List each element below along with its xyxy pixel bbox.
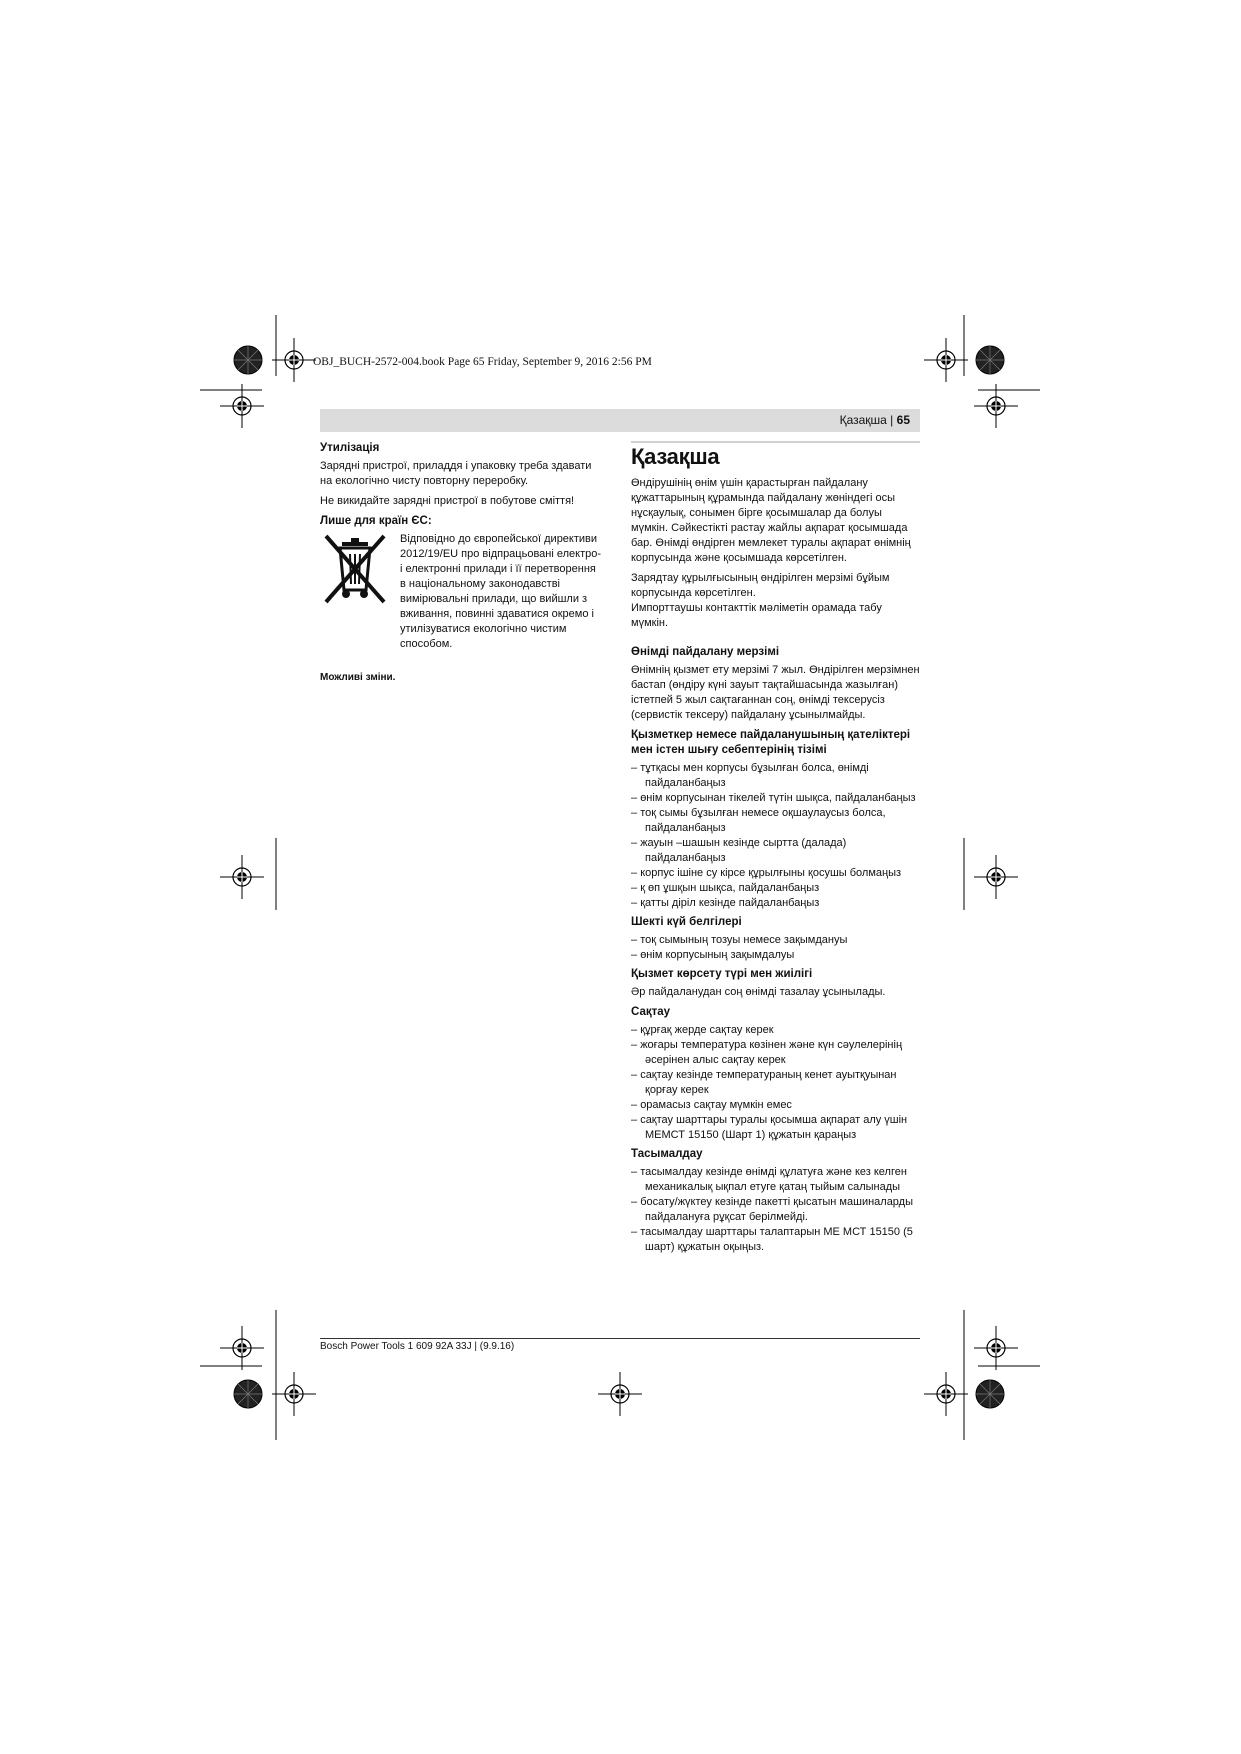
intro-paragraph-2: Зарядтау құрылғысының өндірілген мерзімі бұйым корпусында көрсетілген. xyxy=(631,572,890,599)
eu-directive-text: Відповідно до європейської директиви 2012/19/EU про відпрацьовані електро- і електронні прилади і її перетворення в національному законодавстві вимірювальні прилади, що вийшли з вживання, повинні здаватися окремо і утилізуватися екологічно чистим способом. xyxy=(400,533,602,650)
list-item: – өнім корпусынан тікелей түтін шықса, пайдаланбаңыз xyxy=(631,791,920,806)
header-section: Қазақша | xyxy=(839,413,897,427)
errors-list xyxy=(631,761,920,911)
storage-heading: Сақтау xyxy=(631,1006,671,1018)
disposal-paragraph-1: Зарядні пристрої, приладдя і упаковку треба здавати на екологічно чисту повторну переробку. xyxy=(320,460,592,487)
list-item: – құрғақ жерде сақтау керек xyxy=(631,1023,920,1038)
list-item: – өнім корпусының зақымдалуы xyxy=(631,948,920,963)
disposal-heading: Утилізація xyxy=(320,442,380,454)
list-item: – жоғары температура көзінен және күн сәулелерінің әсерінен алыс сақтау керек xyxy=(631,1038,920,1068)
weee-block xyxy=(320,532,602,652)
page-header-bar xyxy=(320,409,920,432)
storage-list xyxy=(631,1023,920,1143)
service-life-text: Өнімнің қызмет ету мерзімі 7 жыл. Өндірілген мерзімнен бастап (өндіру күні зауыт тақтайшасында жазылған) істетпей 5 жыл сақтағаннан соң, өнімді тексерусіз (сервистік тексеру) пайдалану ұсынылмайды. xyxy=(631,664,920,721)
list-item: – сақтау кезінде температураның кенет ауытқуынан қорғау керек xyxy=(631,1068,920,1098)
limit-state-list xyxy=(631,933,920,963)
list-item: – тасымалдау кезінде өнімді құлатуға және кез келген механикалық ықпал етуге қатаң тыйым салынады xyxy=(631,1165,920,1195)
transport-heading: Тасымалдау xyxy=(631,1148,703,1160)
disposal-paragraph-2: Не викидайте зарядні пристрої в побутове сміття! xyxy=(320,495,575,507)
list-item: – тасымалдау шарттары талаптарын МЕ МСТ 15150 (5 шарт) құжатын оқыңыз. xyxy=(631,1225,920,1255)
left-column xyxy=(320,441,602,685)
list-item: – орамасыз сақтау мүмкін емес xyxy=(631,1098,920,1113)
right-column xyxy=(631,444,920,1259)
maintenance-heading: Қызмет көрсету түрі мен жиілігі xyxy=(631,968,813,980)
list-item: – босату/жүктеу кезінде пакетті қысатын машиналарды пайдалануға рұқсат берілмейді. xyxy=(631,1195,920,1225)
transport-list xyxy=(631,1165,920,1255)
errors-heading: Қызметкер немесе пайдаланушының қателіктері мен істен шығу себептерінің тізімі xyxy=(631,729,911,756)
print-slug-line: OBJ_BUCH-2572-004.book Page 65 Friday, September 9, 2016 2:56 PM xyxy=(313,356,652,368)
crossed-out-bin-icon xyxy=(320,532,390,608)
service-life-heading: Өнімді пайдалану мерзімі xyxy=(631,646,780,658)
page-footer: Bosch Power Tools 1 609 92A 33J | (9.9.16) xyxy=(320,1341,515,1352)
list-item: – сақтау шарттары туралы қосымша ақпарат алу үшін МЕМСТ 15150 (Шарт 1) құжатын қараңыз xyxy=(631,1113,920,1143)
eu-only-heading: Лише для країн ЄС: xyxy=(320,515,432,527)
subject-to-change-note: Можливі зміни. xyxy=(320,672,396,683)
intro-paragraph-1: Өндірушінің өнім үшін қарастырған пайдалану құжаттарының құрамында пайдалану жөніндегі осы нұсқаулық, сонымен бірге қосымшалар да болуы мүмкін. Сәйкестікті растау жайлы ақпарат қосымшада бар. Өнімді өндірген мемлекет туралы ақпарат өнімнің корпусында және қосымшада көрсетілген. xyxy=(631,477,911,564)
section-title: Қазақша xyxy=(631,444,720,469)
list-item: – тоқ сымы бұзылған немесе оқшаулаусыз болса, пайдаланбаңыз xyxy=(631,806,920,836)
list-item: – корпус ішіне су кірсе құрылғыны қосушы болмаңыз xyxy=(631,866,920,881)
maintenance-text: Әр пайдаланудан соң өнімді тазалау ұсынылады. xyxy=(631,986,886,998)
footer-divider xyxy=(320,1338,920,1339)
intro-paragraph-3: Импорттаушы контакттік мәліметін орамада табу мүмкін. xyxy=(631,602,882,629)
list-item: – жауын –шашын кезінде сыртта (далада) пайдаланбаңыз xyxy=(631,836,920,866)
list-item: – тұтқасы мен корпусы бұзылған болса, өнімді пайдаланбаңыз xyxy=(631,761,920,791)
page-number: 65 xyxy=(896,413,910,427)
page-header xyxy=(840,413,910,427)
list-item: – қатты діріл кезінде пайдаланбаңыз xyxy=(631,896,920,911)
list-item: – қ өп ұшқын шықса, пайдаланбаңыз xyxy=(631,881,920,896)
list-item: – тоқ сымының тозуы немесе зақымдануы xyxy=(631,933,920,948)
title-divider xyxy=(631,441,920,443)
limit-state-heading: Шекті күй белгілері xyxy=(631,916,742,928)
